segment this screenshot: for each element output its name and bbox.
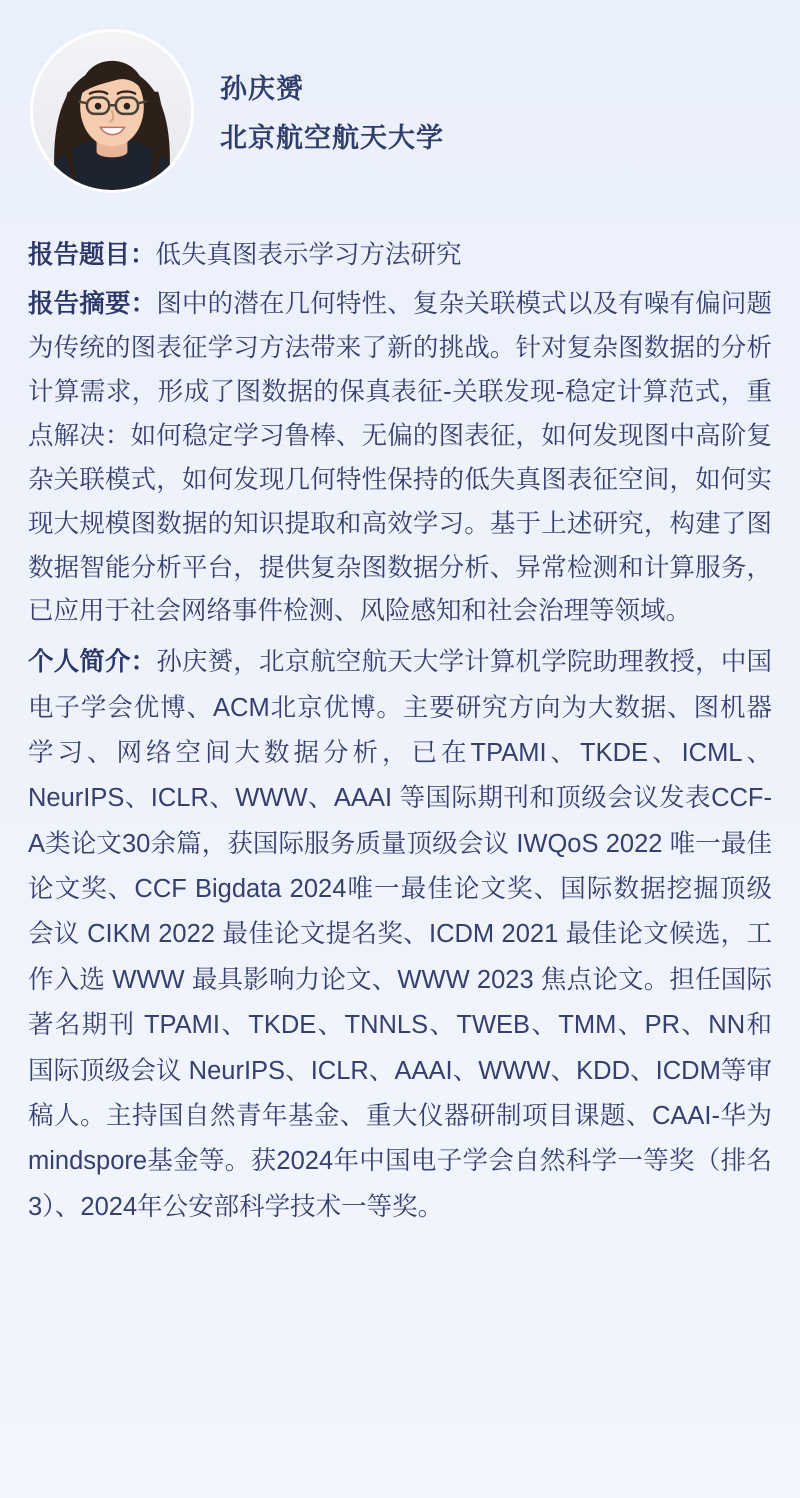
speaker-bio-block (28, 640, 772, 1230)
speaker-bio-label: 个人简介： (28, 648, 157, 677)
talk-title-label: 报告题目： (28, 240, 156, 269)
profile-content (26, 202, 774, 1230)
profile-identity (220, 70, 444, 152)
profile-header (26, 26, 774, 202)
talk-abstract-block (28, 283, 772, 634)
talk-title-text: 低失真图表示学习方法研究 (155, 240, 462, 269)
speaker-bio-text: 孙庆赟，北京航空航天大学计算机学院助理教授，中国电子学会优博、ACM北京优博。主要研究方向为大数据、图机器学习、网络空间大数据分析，已在TPAMI、TKDE、ICML、NeurIPS、ICLR、WWW、AAAI 等国际期刊和顶级会议发表CCF-A类论文30余篇，获国际服务质量顶级会议 IWQoS 2022 唯一最佳论文奖、CCF Bigdata 2024唯一最佳论文奖、国际数据挖掘顶级会议 CIKM 2022 最佳论文提名奖、ICDM 2021 最佳论文候选，工作入选 WWW 最具影响力论文、WWW 2023 焦点论文。担任国际著名期刊 TPAMI、TKDE、TNNLS、TWEB、TMM、PR、NN和国际顶级会议 NeurIPS、ICLR、AAAI、WWW、KDD、ICDM等审稿人。主持国自然青年基金、重大仪器研制项目课题、CAAI-华为mindspore基金等。获2024年中国电子学会自然科学一等奖（排名3）、2024年公安部科学技术一等奖。 (28, 648, 772, 1221)
person-name: 孙庆赟 (220, 74, 304, 104)
person-photo-icon (33, 32, 191, 190)
talk-abstract-label: 报告摘要： (28, 290, 157, 319)
talk-abstract-text: 图中的潜在几何特性、复杂关联模式以及有噪有偏问题为传统的图表征学习方法带来了新的挑战。针对复杂图数据的分析计算需求，形成了图数据的保真表征-关联发现-稳定计算范式，重点解决：如何稳定学习鲁棒、无偏的图表征，如何发现图中高阶复杂关联模式，如何发现几何特性保持的低失真图表征空间，如何实现大规模图数据的知识提取和高效学习。基于上述研究，构建了图数据智能分析平台，提供复杂图数据分析、异常检测和计算服务，已应用于社会网络事件检测、风险感知和社会治理等领域。 (28, 290, 772, 626)
talk-title-block (28, 234, 772, 278)
person-affiliation: 北京航空航天大学 (220, 123, 444, 153)
avatar (30, 29, 194, 193)
